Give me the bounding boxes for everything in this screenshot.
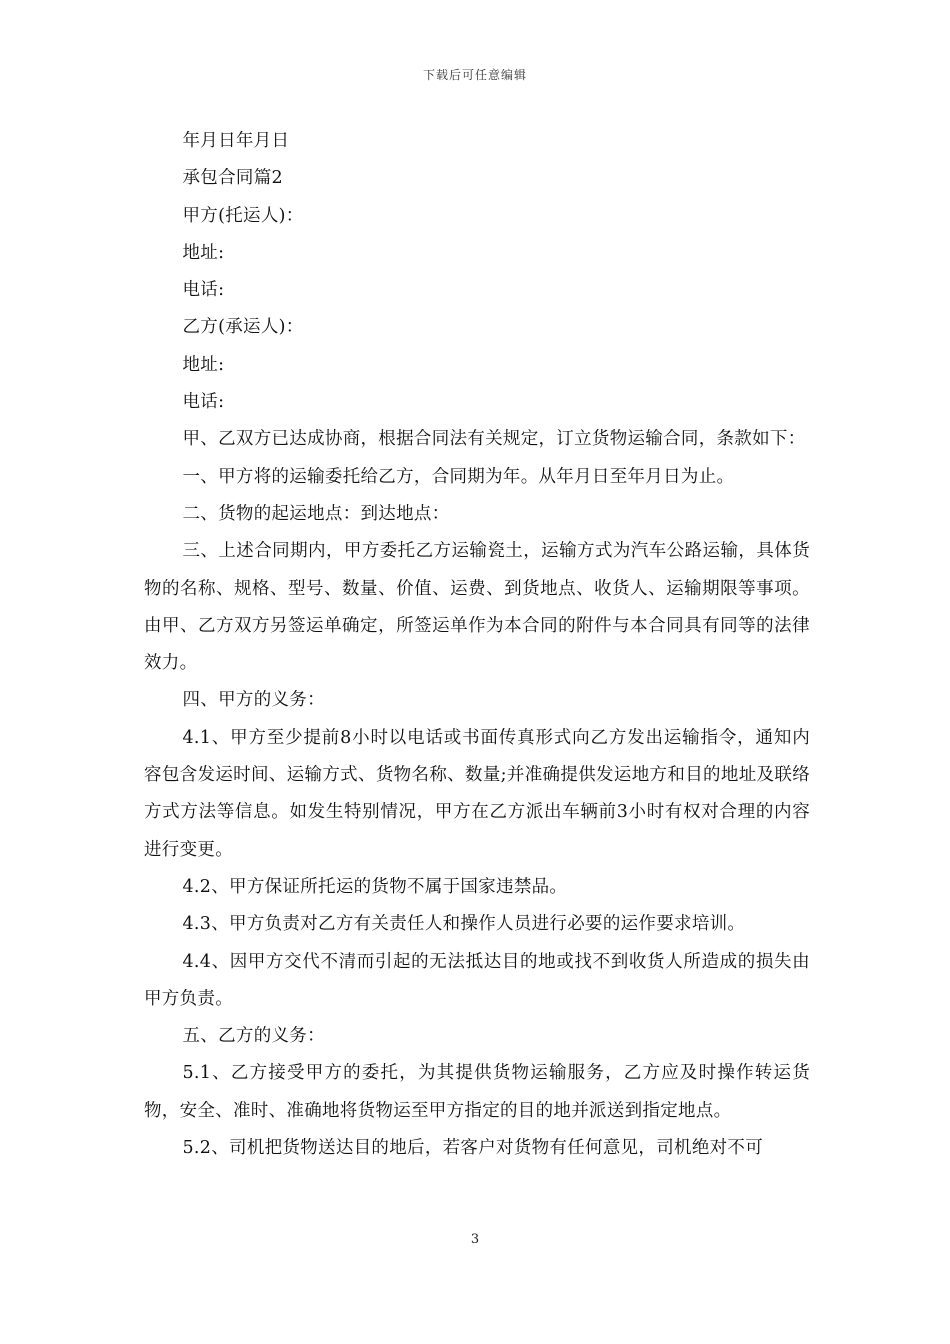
paragraph: 一、甲方将的运输委托给乙方，合同期为年。从年月日至年月日为止。 (182, 466, 735, 487)
paragraph: 五、乙方的义务： (182, 1026, 325, 1047)
paragraph: 4.2、甲方保证所托运的货物不属于国家违禁品。 (182, 876, 568, 897)
paragraph: 乙方(承运人)： (182, 317, 304, 338)
paragraph: 地址: (182, 354, 225, 375)
paragraph: 电话: (182, 280, 225, 301)
paragraph: 4.4、因甲方交代不清而引起的无法抵达目的地或找不到收货人所造成的损失由甲方负责。 (144, 951, 810, 1009)
paragraph: 地址: (182, 242, 225, 263)
paragraph: 甲、乙双方已达成协商，根据合同法有关规定，订立货物运输合同，条款如下： (182, 429, 806, 450)
paragraph: 年月日年月日 (182, 131, 290, 151)
paragraph: 四、甲方的义务： (182, 690, 325, 711)
paragraph: 4.1、甲方至少提前8小时以电话或书面传真形式向乙方发出运输指令，通知内容包含发运时间、运输方式、货物名称、数量;并准确提供发运地方和目的地址及联络方式方法等信息。如发生特别情况，甲方在乙方派出车辆前3小时有权对合理的内容进行变更。 (144, 727, 810, 860)
page-number: 3 (470, 1232, 480, 1247)
paragraph: 电话: (182, 392, 225, 413)
paragraph: 4.3、甲方负责对乙方有关责任人和操作人员进行必要的运作要求培训。 (182, 914, 746, 935)
header-note: 下载后可任意编辑 (422, 68, 527, 82)
paragraph: 5.2、司机把货物送达目的地后，若客户对货物有任何意见，司机绝对不可 (182, 1138, 764, 1159)
paragraph: 甲方(托运人)： (182, 205, 304, 226)
paragraph: 承包合同篇2 (182, 168, 283, 189)
paragraph: 二、货物的起运地点：到达地点： (182, 503, 450, 524)
paragraph: 三、上述合同期内，甲方委托乙方运输瓷土，运输方式为汽车公路运输，具体货物的名称、规格、型号、数量、价值、运费、到货地点、收货人、运输期限等事项。由甲、乙方双方另签运单确定，所签运单作为本合同的附件与本合同具有同等的法律效力。 (144, 541, 810, 674)
document-body (144, 123, 810, 1167)
paragraph: 5.1、乙方接受甲方的委托，为其提供货物运输服务，乙方应及时操作转运货物，安全、准时、准确地将货物运至甲方指定的目的地并派送到指定地点。 (144, 1063, 810, 1121)
